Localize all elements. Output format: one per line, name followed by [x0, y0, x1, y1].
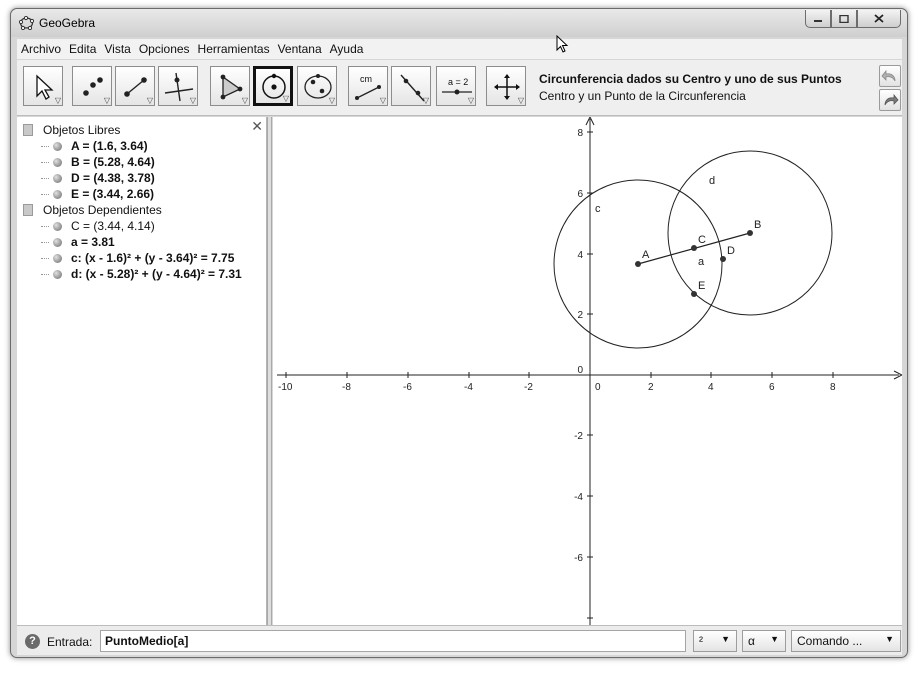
input-label: Entrada: [47, 635, 93, 649]
y-tick-label: -6 [574, 553, 583, 564]
y-tick-label: -4 [574, 492, 583, 503]
close-algebra-view-icon[interactable]: ✕ [251, 118, 263, 134]
tool-circle-center-point[interactable] [253, 66, 293, 106]
visibility-toggle-icon[interactable] [53, 254, 62, 263]
tool-description [539, 72, 842, 103]
y-tick-label: -2 [574, 431, 583, 442]
undo-button[interactable] [879, 65, 901, 87]
x-tick-label: 2 [648, 382, 654, 393]
label-B: B [754, 219, 762, 231]
undo-icon [880, 66, 900, 86]
help-icon[interactable]: ? [25, 634, 40, 649]
label-D: D [727, 245, 735, 257]
dropdown-triangle-icon: ▽ [422, 96, 429, 105]
minimize-button[interactable] [805, 10, 831, 28]
x-tick-label: 8 [830, 382, 836, 393]
algebra-item-text: a = 3.81 [71, 235, 115, 249]
split-pane-divider[interactable] [267, 117, 272, 625]
window-title: GeoGebra [39, 16, 96, 30]
dependent-objects-folder[interactable] [23, 203, 162, 217]
dropdown-triangle-icon: ▽ [103, 96, 110, 105]
x-tick-label: 4 [708, 382, 714, 393]
tool-move[interactable] [23, 66, 63, 106]
visibility-toggle-icon[interactable] [53, 238, 62, 247]
close-icon [874, 14, 884, 23]
algebra-item[interactable] [41, 155, 155, 169]
menu-archivo[interactable]: Archivo [21, 42, 62, 56]
y-tick-label: 4 [577, 250, 583, 261]
command-combo-value: Comando ... [797, 634, 863, 648]
visibility-toggle-icon[interactable] [53, 190, 62, 199]
y-tick-label: 6 [577, 189, 583, 200]
algebra-item[interactable] [41, 251, 234, 265]
maximize-button[interactable] [831, 10, 857, 28]
menu-vista[interactable]: Vista [104, 42, 131, 56]
tool-polygon[interactable] [210, 66, 250, 106]
tool-move-graphics[interactable] [486, 66, 526, 106]
algebra-item[interactable] [41, 219, 155, 233]
folder-icon [23, 124, 33, 136]
x-tick-label: -4 [464, 382, 473, 393]
greek-combo[interactable] [742, 630, 786, 652]
redo-icon [880, 90, 900, 110]
visibility-toggle-icon[interactable] [53, 222, 62, 231]
point-B[interactable] [747, 230, 753, 236]
graphics-view[interactable] [273, 117, 902, 625]
menu-ventana[interactable]: Ventana [277, 42, 322, 56]
tool-measure[interactable] [348, 66, 388, 106]
x-tick-label: -6 [403, 382, 412, 393]
algebra-item-text: D = (4.38, 3.78) [71, 171, 155, 185]
maximize-icon [839, 15, 849, 23]
dropdown-triangle-icon: ▽ [328, 96, 335, 105]
x-tick-label: -2 [524, 382, 533, 393]
dropdown-triangle-icon: ▽ [517, 96, 524, 105]
algebra-item[interactable] [41, 267, 242, 281]
point-D[interactable] [720, 256, 726, 262]
label-a: a [698, 256, 705, 268]
visibility-toggle-icon[interactable] [53, 158, 62, 167]
tool-point[interactable] [72, 66, 112, 106]
algebra-item-text: d: (x - 5.28)² + (y - 4.64)² = 7.31 [71, 267, 242, 281]
x-tick-label: 6 [769, 382, 775, 393]
dropdown-triangle-icon: ▽ [189, 96, 196, 105]
tool-perpendicular[interactable] [158, 66, 198, 106]
label-d: d [709, 175, 716, 187]
dropdown-triangle-icon: ▽ [54, 96, 61, 105]
algebra-view [17, 117, 267, 625]
minimize-icon [813, 15, 823, 23]
label-A: A [642, 249, 650, 261]
y-tick-label: 0 [577, 365, 583, 376]
menu-edita[interactable]: Edita [69, 42, 97, 56]
algebra-item-text: c: (x - 1.6)² + (y - 3.64)² = 7.75 [71, 251, 235, 265]
y-tick-label: 8 [577, 128, 583, 139]
dropdown-triangle-icon: ▽ [282, 94, 289, 103]
chevron-down-icon: ▼ [721, 634, 730, 644]
superscript-combo[interactable] [693, 630, 737, 652]
y-tick-label: 2 [577, 310, 583, 321]
close-button[interactable] [857, 10, 901, 28]
menu-opciones[interactable]: Opciones [138, 42, 190, 56]
algebra-item-text: B = (5.28, 4.64) [71, 155, 155, 169]
tool-reflect[interactable] [391, 66, 431, 106]
free-objects-header: Objetos Libres [43, 123, 121, 137]
superscript-combo-value: ² [699, 634, 703, 648]
dropdown-triangle-icon: ▽ [379, 96, 386, 105]
algebra-item-text: A = (1.6, 3.64) [71, 139, 148, 153]
label-E: E [698, 280, 706, 292]
algebra-item[interactable] [41, 171, 155, 185]
input-bar [17, 625, 902, 655]
algebra-item-text: E = (3.44, 2.66) [71, 187, 155, 201]
free-objects-folder[interactable] [23, 123, 120, 137]
algebra-item[interactable] [41, 139, 148, 153]
x-tick-label: -8 [342, 382, 351, 393]
algebra-item[interactable] [41, 187, 154, 201]
tool-title: Circunferencia dados su Centro y uno de sus Puntos [539, 72, 842, 86]
visibility-toggle-icon[interactable] [53, 270, 62, 279]
dropdown-triangle-icon: ▽ [241, 96, 248, 105]
menu-ayuda[interactable]: Ayuda [329, 42, 364, 56]
cm-label: cm [360, 74, 372, 84]
tool-conic[interactable] [297, 66, 337, 106]
dropdown-triangle-icon: ▽ [146, 96, 153, 105]
tool-slider[interactable] [436, 66, 476, 106]
dependent-objects-header: Objetos Dependientes [43, 203, 162, 217]
chevron-down-icon: ▼ [770, 634, 779, 644]
visibility-toggle-icon[interactable] [53, 142, 62, 151]
algebra-item[interactable] [41, 235, 115, 249]
menu-herramientas[interactable]: Herramientas [197, 42, 270, 56]
toolbar [17, 60, 902, 116]
point-C[interactable] [691, 245, 697, 251]
x-tick-label: -10 [278, 382, 293, 393]
title-bar [11, 9, 907, 37]
geogebra-window [10, 8, 908, 658]
algebra-item-text: C = (3.44, 4.14) [71, 219, 155, 233]
slider-label: a = 2 [448, 77, 469, 87]
redo-button[interactable] [879, 89, 901, 111]
graphics-canvas[interactable] [273, 117, 902, 625]
mouse-cursor-icon [556, 35, 570, 55]
dropdown-triangle-icon: ▽ [467, 96, 474, 105]
visibility-toggle-icon[interactable] [53, 174, 62, 183]
menu-bar [17, 39, 902, 59]
folder-icon [23, 204, 33, 216]
x-tick-label: 0 [595, 382, 601, 393]
tool-segment[interactable] [115, 66, 155, 106]
tool-subtitle: Centro y un Punto de la Circunferencia [539, 89, 746, 103]
point-E[interactable] [691, 291, 697, 297]
label-C: C [698, 234, 706, 246]
command-combo[interactable] [791, 630, 901, 652]
label-c: c [595, 203, 601, 215]
geogebra-logo-icon [19, 16, 34, 30]
point-A[interactable] [635, 261, 641, 267]
chevron-down-icon: ▼ [885, 634, 894, 644]
greek-combo-value: α [748, 634, 755, 648]
input-field[interactable]: PuntoMedio[a] [100, 630, 686, 652]
